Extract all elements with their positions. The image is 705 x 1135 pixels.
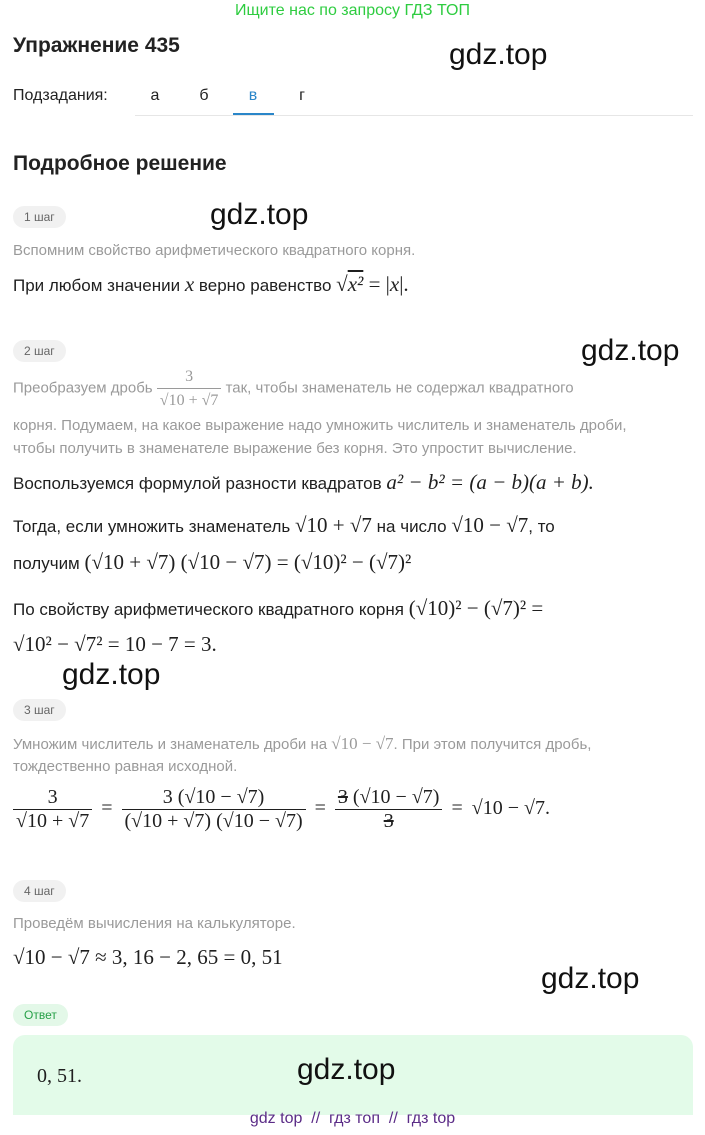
step-text: [13, 272, 409, 297]
math-formula: √x² = |x|.: [336, 272, 409, 296]
footer-links[interactable]: gdz top // гдз топ // гдз top: [249, 1110, 456, 1127]
math-equation: $\frac{3}{√10 + √7}$ = $\frac{3 (√10 - √7)}{(√10 + √7) (√10 - √7)}$ = $\frac{3 (√10 - √7)}{3}$ = √10 − √7.: [13, 786, 550, 833]
text: на число: [376, 517, 447, 536]
text: Умножим числитель и знаменатель дроби на: [13, 736, 328, 753]
step-badge: 3 шаг: [13, 699, 66, 721]
fraction: $\frac{3 (√10 - √7)}{(√10 + √7) (√10 - √7)}$: [122, 786, 306, 833]
step-text: [13, 513, 555, 538]
result-text: ≈ 3, 16 − 2, 65 = 0, 51: [95, 945, 283, 969]
step-hint: тождественно равная исходной.: [13, 758, 238, 775]
watermark: gdz.top: [449, 38, 548, 71]
tab-b[interactable]: б: [199, 87, 209, 104]
step-badge: 1 шаг: [13, 206, 66, 228]
watermark: gdz.top: [210, 198, 309, 231]
fraction: $\frac{3 (√10 - √7)}{3}$: [335, 786, 443, 833]
solution-title: Подробное решение: [13, 152, 227, 175]
math-formula: (√10 + √7) (√10 − √7) = (√10)² − (√7)²: [84, 550, 412, 574]
step-badge: 2 шаг: [13, 340, 66, 362]
step-hint: Вспомним свойство арифметического квадратного корня.: [13, 242, 416, 259]
text: , то: [528, 517, 555, 536]
watermark: gdz.top: [581, 334, 680, 367]
math-formula: √10 − √7 ≈ 3, 16 − 2, 65 = 0, 51: [13, 945, 283, 969]
text: получим: [13, 554, 80, 573]
text: Тогда, если умножить знаменатель: [13, 517, 291, 536]
watermark: gdz.top: [297, 1053, 396, 1086]
step-hint: Проведём вычисления на калькуляторе.: [13, 915, 296, 932]
step-hint: корня. Подумаем, на какое выражение надо умножить числитель и знаменатель дроби,: [13, 417, 627, 434]
tab-v[interactable]: в: [248, 87, 258, 104]
tabs-divider: [135, 115, 693, 116]
math-formula: √10 + √7: [295, 513, 372, 537]
step-text: [13, 596, 543, 621]
text: верно равенство: [198, 276, 332, 295]
step-hint: [13, 365, 574, 412]
step-text: [13, 550, 411, 575]
search-banner[interactable]: Ищите нас по запросу ГДЗ ТОП: [235, 2, 470, 19]
tab-g[interactable]: г: [299, 87, 305, 104]
step-badge: 4 шаг: [13, 880, 66, 902]
text: . При этом получится дробь,: [393, 736, 592, 753]
page-title: Упражнение 435: [13, 34, 180, 57]
math-formula: (√10)² − (√7)² =: [408, 596, 544, 620]
fraction: $\frac{3}{√10 + √7}$: [13, 786, 92, 833]
text: При любом значении: [13, 276, 181, 295]
math-formula: √10 − √7: [331, 734, 394, 753]
step-hint: чтобы получить в знаменателе выражение без корня. Это упростит вычисление.: [13, 440, 577, 457]
watermark: gdz.top: [62, 658, 161, 691]
subtasks-label: Подзадания:: [13, 87, 108, 104]
text: Преобразуем дробь: [13, 379, 153, 397]
answer-value: 0, 51.: [37, 1065, 82, 1087]
math-var: x: [184, 272, 195, 296]
math-formula: √10² − √7² = 10 − 7 = 3.: [13, 632, 217, 656]
math-formula: √10 − √7: [451, 513, 529, 537]
math-formula: a² − b² = (a − b)(a + b).: [386, 470, 594, 494]
fraction: $\frac{3}{√10 + √7}$: [157, 365, 222, 412]
text: По свойству арифметического квадратного корня: [13, 600, 404, 619]
tab-a[interactable]: а: [150, 87, 160, 104]
text: так, чтобы знаменатель не содержал квадратного: [225, 379, 574, 397]
step-text: [13, 470, 594, 495]
text: Воспользуемся формулой разности квадратов: [13, 474, 382, 493]
step-hint: [13, 732, 591, 756]
answer-badge: Ответ: [13, 1004, 68, 1026]
active-tab-indicator: [233, 113, 274, 115]
watermark: gdz.top: [541, 962, 640, 995]
